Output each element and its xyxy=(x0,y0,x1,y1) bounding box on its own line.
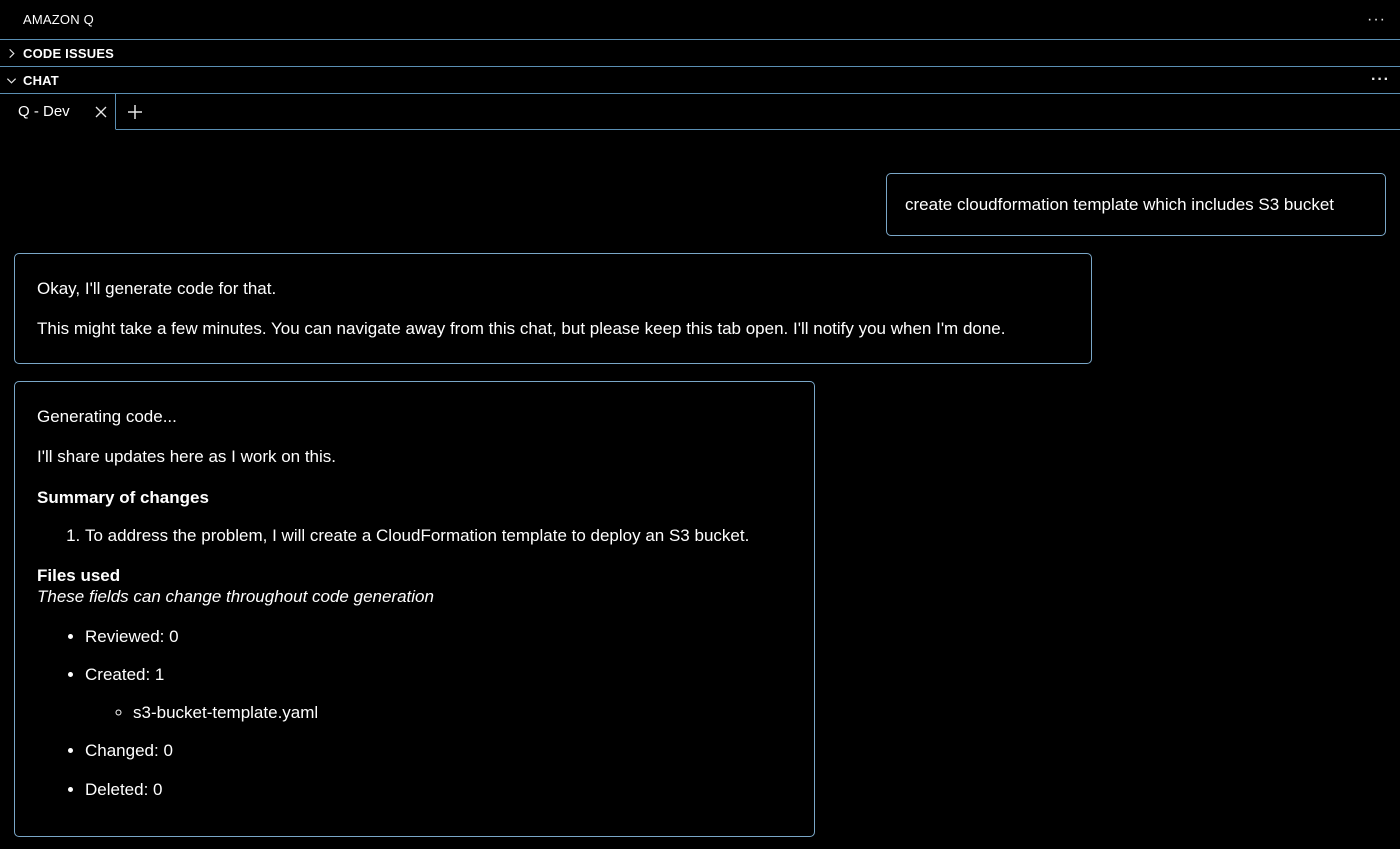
add-tab-button[interactable] xyxy=(116,94,154,129)
assistant-message xyxy=(14,253,1092,364)
tab-label: Q - Dev xyxy=(18,103,70,120)
files-created: • Created: 1 ◦ s3-bucket-template.yaml xyxy=(85,664,792,724)
more-horizontal-icon[interactable]: ··· xyxy=(1371,71,1390,88)
created-files-list xyxy=(85,702,792,723)
user-message-text: create cloudformation template which includes S3 bucket xyxy=(905,194,1335,214)
chat-tabs xyxy=(0,94,1400,130)
updates-text: I'll share updates here as I work on this. xyxy=(37,447,337,467)
files-heading: Files used xyxy=(37,566,121,585)
section-code-issues-label: CODE ISSUES xyxy=(23,45,115,61)
chevron-down-icon xyxy=(6,75,17,86)
section-chat-label: CHAT xyxy=(23,72,59,88)
files-deleted: • Deleted: 0 xyxy=(85,779,792,800)
summary-heading: Summary of changes xyxy=(37,487,209,507)
assistant-wait-text: This might take a few minutes. You can navigate away from this chat, but please keep this tab open. I'll notify you when I'm done. xyxy=(37,319,1006,339)
summary-item: 1. To address the problem, I will create a CloudFormation template to deploy an S3 bucket. xyxy=(85,525,792,546)
panel-title: AMAZON Q xyxy=(23,12,94,27)
files-list xyxy=(37,626,792,800)
summary-list xyxy=(37,525,792,546)
files-reviewed: • Reviewed: 0 xyxy=(85,626,792,647)
assistant-ack-text: Okay, I'll generate code for that. xyxy=(37,279,277,298)
section-code-issues[interactable] xyxy=(0,40,1400,67)
chevron-right-icon xyxy=(6,48,17,59)
section-chat[interactable] xyxy=(0,67,1400,94)
created-file-item[interactable]: ◦ s3-bucket-template.yaml xyxy=(133,702,792,723)
more-horizontal-icon[interactable]: ··· xyxy=(1367,10,1386,28)
panel-titlebar xyxy=(0,0,1400,40)
close-icon[interactable] xyxy=(95,106,107,118)
user-message xyxy=(886,173,1386,236)
generating-status: Generating code... xyxy=(37,407,177,426)
files-changed: • Changed: 0 xyxy=(85,740,792,761)
plus-icon xyxy=(127,104,143,120)
chat-messages xyxy=(0,130,1400,849)
assistant-progress-message xyxy=(14,381,815,837)
files-note: These fields can change throughout code generation xyxy=(37,587,434,607)
tab-q-dev[interactable] xyxy=(0,94,116,130)
